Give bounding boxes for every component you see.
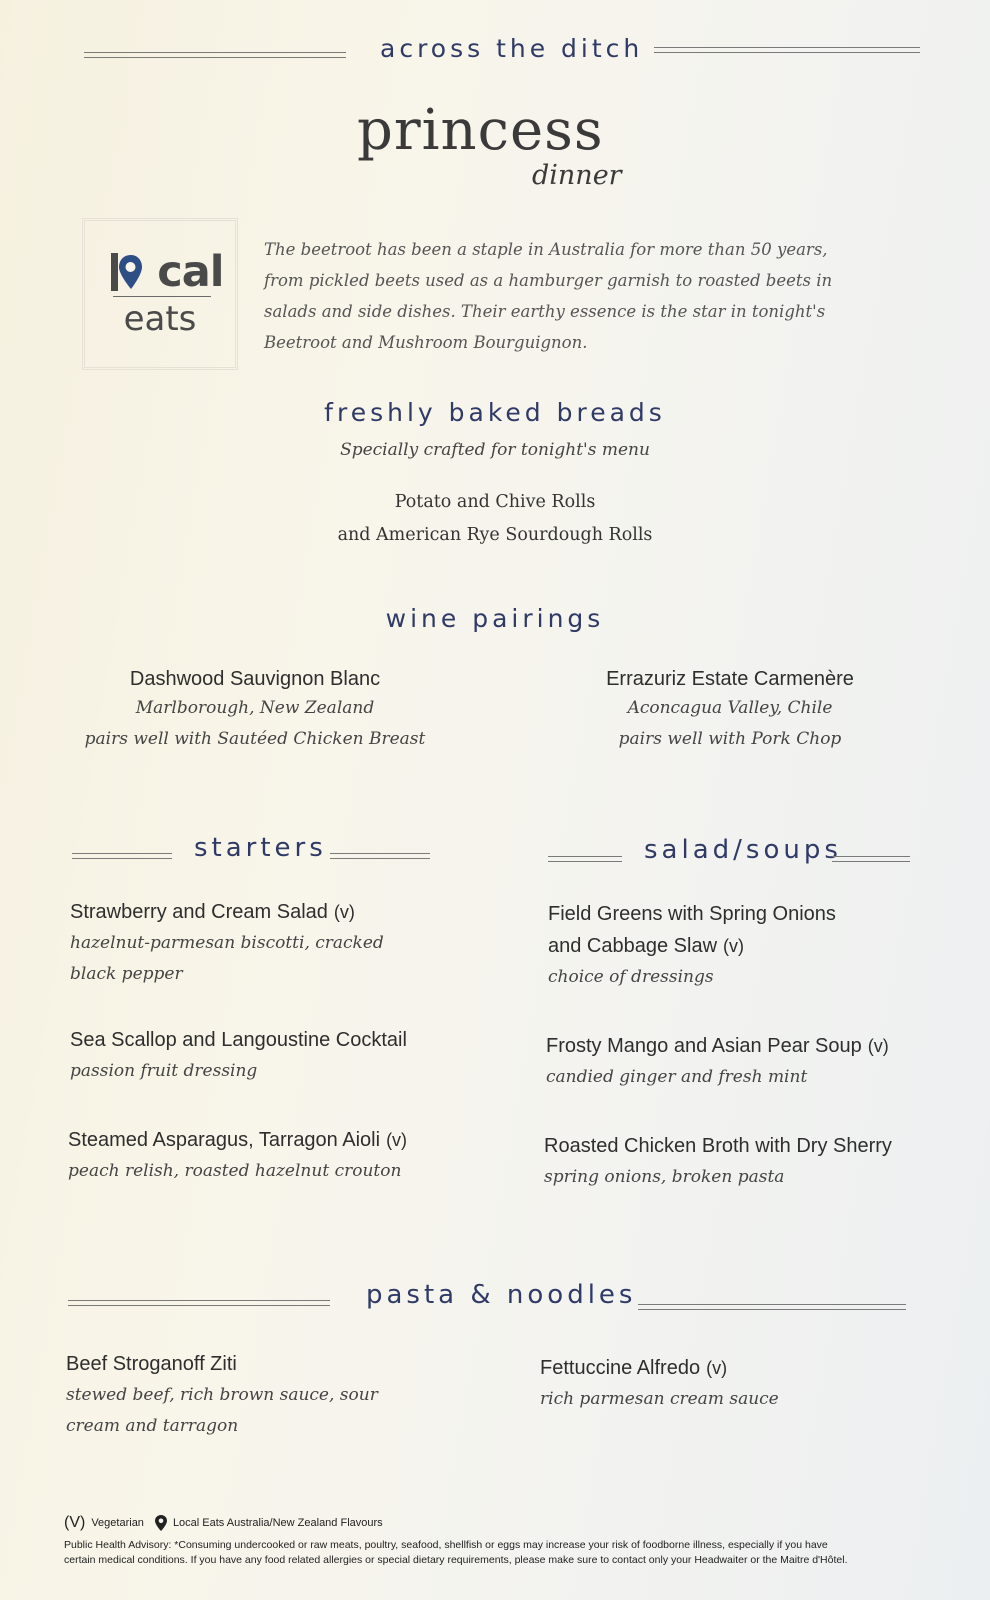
item-name: Field Greens with Spring Onions and Cabbage Slaw — [548, 903, 836, 957]
wine-name: Errazuriz Estate Carmenère — [606, 668, 854, 690]
header-kicker: across the ditch — [380, 34, 644, 63]
local-eats-label: Local Eats Australia/New Zealand Flavours — [172, 1517, 383, 1529]
health-advisory: Public Health Advisory: *Consuming undercooked or raw meats, poultry, seafood, shellfish or eggs may increase your risk of foodborne illness, especially if you have certain medical conditions. If you have any food related allergies or special dietary requirements, please make sure to contact only your Headwaiter or the Maitre d'Hôtel. — [64, 1539, 848, 1566]
wine-item-1 — [60, 668, 450, 755]
veg-badge: (v) — [386, 1130, 408, 1150]
item-name: Sea Scallop and Langoustine Cocktail — [70, 1029, 407, 1051]
wine-pairing: pairs well with Sautéed Chicken Breast — [84, 729, 426, 749]
starters-rule-left — [72, 853, 172, 859]
salads-rule-right — [832, 856, 910, 862]
salads-title: salad/soups — [644, 835, 842, 865]
item-desc: stewed beef, rich brown sauce, sour cream and tarragon — [66, 1385, 378, 1436]
item-desc: choice of dressings — [548, 967, 714, 987]
pasta-item-1 — [66, 1348, 446, 1442]
starters-title: starters — [194, 833, 327, 863]
salad-item-1 — [548, 898, 868, 993]
pasta-item-2 — [540, 1352, 940, 1415]
salad-item-3 — [544, 1130, 954, 1193]
item-name: Strawberry and Cream Salad — [70, 901, 328, 923]
header-rule-left — [84, 52, 346, 58]
wine-item-2 — [530, 668, 930, 755]
pasta-title: pasta & noodles — [366, 1280, 637, 1310]
menu-title: princess — [357, 98, 604, 163]
item-name: Steamed Asparagus, Tarragon Aioli — [68, 1129, 381, 1151]
menu-subtitle: dinner — [532, 160, 622, 191]
wine-pairing: pairs well with Pork Chop — [618, 729, 842, 749]
veg-badge: (v) — [723, 936, 745, 956]
starter-item-3 — [68, 1124, 468, 1187]
local-eats-intro: The beetroot has been a staple in Australia for more than 50 years, from pickled beets used as a hamburger garnish to roasted beets in salads and side dishes. Their earthy essence is the star in tonight's Beetroot and Mushroom Bourguignon. — [264, 240, 833, 352]
breads-title: freshly baked breads — [324, 398, 666, 427]
header-rule-right — [654, 47, 920, 53]
veg-badge: (v) — [333, 902, 355, 922]
salads-rule-left — [548, 856, 622, 862]
footer-legend — [64, 1514, 383, 1532]
breads-line-1: Potato and Chive Rolls — [394, 492, 596, 512]
item-desc: hazelnut-parmesan biscotti, cracked black pepper — [70, 933, 384, 984]
item-name: Beef Stroganoff Ziti — [66, 1353, 237, 1375]
item-desc: candied ginger and fresh mint — [546, 1067, 808, 1087]
wine-name: Dashwood Sauvignon Blanc — [129, 668, 381, 690]
starter-item-1 — [70, 896, 470, 990]
pasta-rule-right — [638, 1304, 906, 1310]
wine-region: Marlborough, New Zealand — [135, 698, 375, 718]
item-desc: peach relish, roasted hazelnut crouton — [68, 1161, 402, 1181]
veg-badge: (v) — [867, 1036, 889, 1056]
item-desc: spring onions, broken pasta — [544, 1167, 785, 1187]
breads-subtitle: Specially crafted for tonight's menu — [340, 440, 650, 460]
salad-item-2 — [546, 1030, 946, 1093]
item-name: Roasted Chicken Broth with Dry Sherry — [544, 1135, 892, 1157]
item-name: Frosty Mango and Asian Pear Soup — [546, 1035, 862, 1057]
veg-badge: (v) — [706, 1358, 728, 1378]
wine-region: Aconcagua Valley, Chile — [627, 698, 833, 718]
item-desc: rich parmesan cream sauce — [540, 1389, 779, 1409]
veg-label: Vegetarian — [91, 1517, 144, 1529]
item-desc: passion fruit dressing — [70, 1061, 258, 1081]
veg-symbol: (V) — [64, 1514, 86, 1531]
item-name: Fettuccine Alfredo — [540, 1357, 701, 1379]
pasta-rule-left — [68, 1300, 330, 1306]
wine-title: wine pairings — [385, 604, 605, 633]
logo-text-bottom: eats — [123, 299, 197, 339]
starters-rule-right — [330, 853, 430, 859]
location-pin-icon — [154, 1514, 168, 1532]
breads-line-2: and American Rye Sourdough Rolls — [337, 525, 653, 545]
local-eats-logo: cal eats — [82, 218, 238, 370]
starter-item-2 — [70, 1024, 470, 1087]
